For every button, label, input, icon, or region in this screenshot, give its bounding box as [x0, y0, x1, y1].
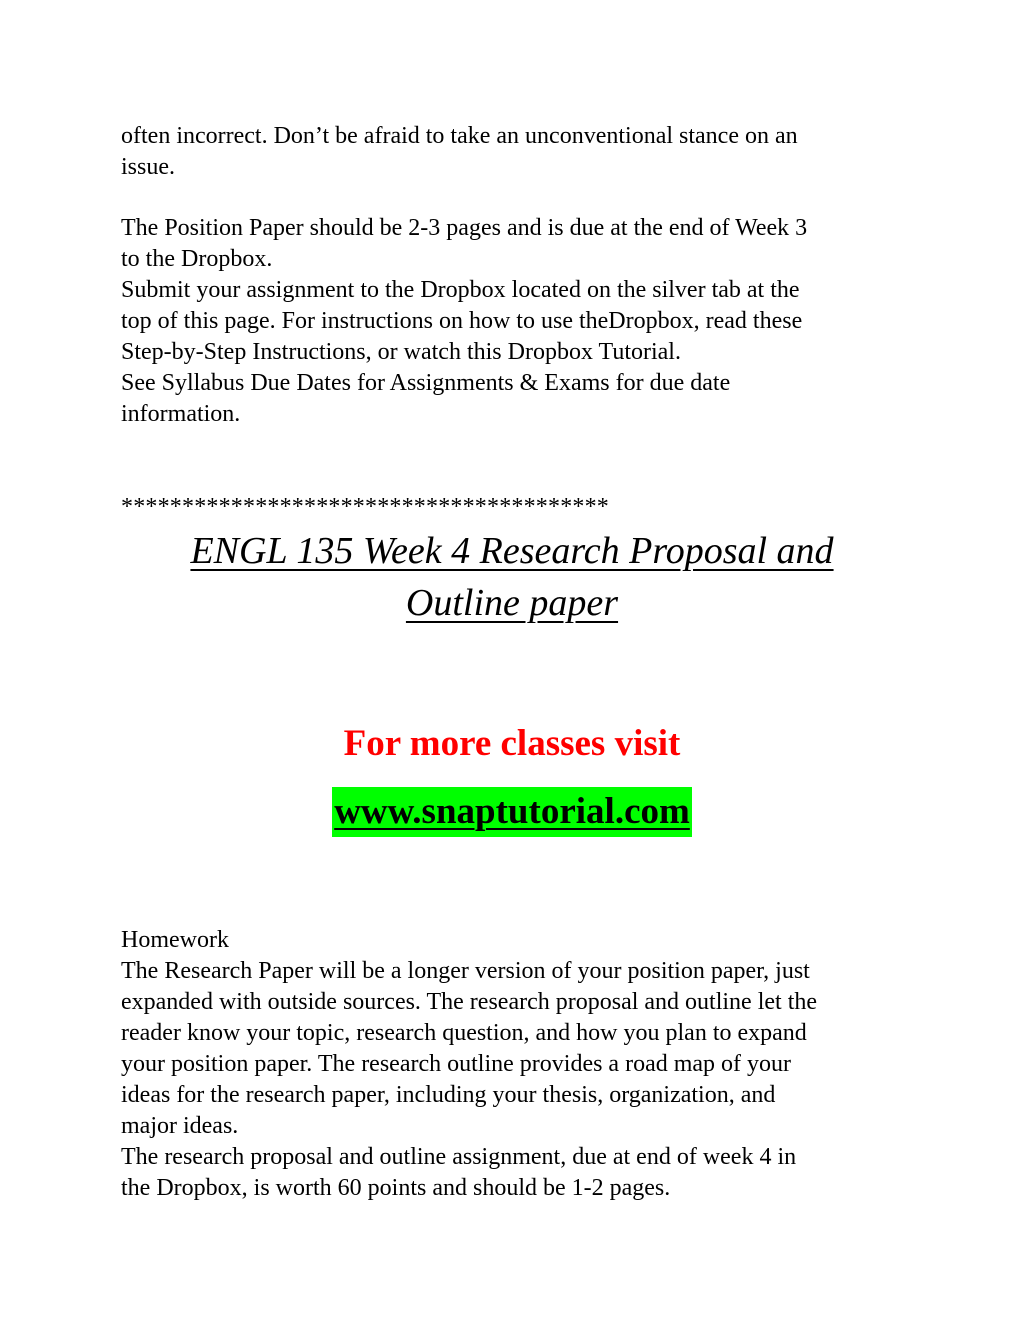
text-line: The Position Paper should be 2-3 pages and is due at the end of Week 3: [121, 215, 808, 241]
homework-paragraph: [121, 925, 911, 1204]
section-heading-line-1: ENGL 135 Week 4 Research Proposal and: [190, 530, 834, 572]
text-line: Homework: [121, 927, 229, 953]
promo-link-wrapper: [0, 787, 1024, 837]
text-line: your position paper. The research outline provides a road map of your: [121, 1051, 792, 1077]
text-line: often incorrect. Don’t be afraid to take an unconventional stance on an: [121, 123, 798, 149]
snaptutorial-link[interactable]: www.snaptutorial.com: [332, 787, 692, 837]
text-line: information.: [121, 401, 241, 427]
text-line: The research proposal and outline assignment, due at end of week 4 in: [121, 1144, 797, 1170]
text-line: the Dropbox, is worth 60 points and should be 1-2 pages.: [121, 1175, 671, 1201]
asterisk-separator: ****************************************: [121, 494, 609, 520]
intro-paragraph: [121, 121, 911, 183]
text-line: expanded with outside sources. The research proposal and outline let the: [121, 989, 818, 1015]
text-line: issue.: [121, 154, 175, 180]
text-line: major ideas.: [121, 1113, 239, 1139]
text-line: Submit your assignment to the Dropbox located on the silver tab at the: [121, 277, 800, 303]
text-line: The Research Paper will be a longer version of your position paper, just: [121, 958, 810, 984]
promo-text: For more classes visit: [343, 723, 681, 764]
text-line: top of this page. For instructions on how to use theDropbox, read these: [121, 308, 803, 334]
text-line: to the Dropbox.: [121, 246, 273, 272]
text-line: ideas for the research paper, including your thesis, organization, and: [121, 1082, 776, 1108]
position-paper-paragraph: [121, 213, 911, 430]
text-line: reader know your topic, research question, and how you plan to expand: [121, 1020, 807, 1046]
section-heading-line-2: Outline paper: [405, 582, 619, 624]
text-line: See Syllabus Due Dates for Assignments & Exams for due date: [121, 370, 731, 396]
text-line: Step-by-Step Instructions, or watch this Dropbox Tutorial.: [121, 339, 681, 365]
